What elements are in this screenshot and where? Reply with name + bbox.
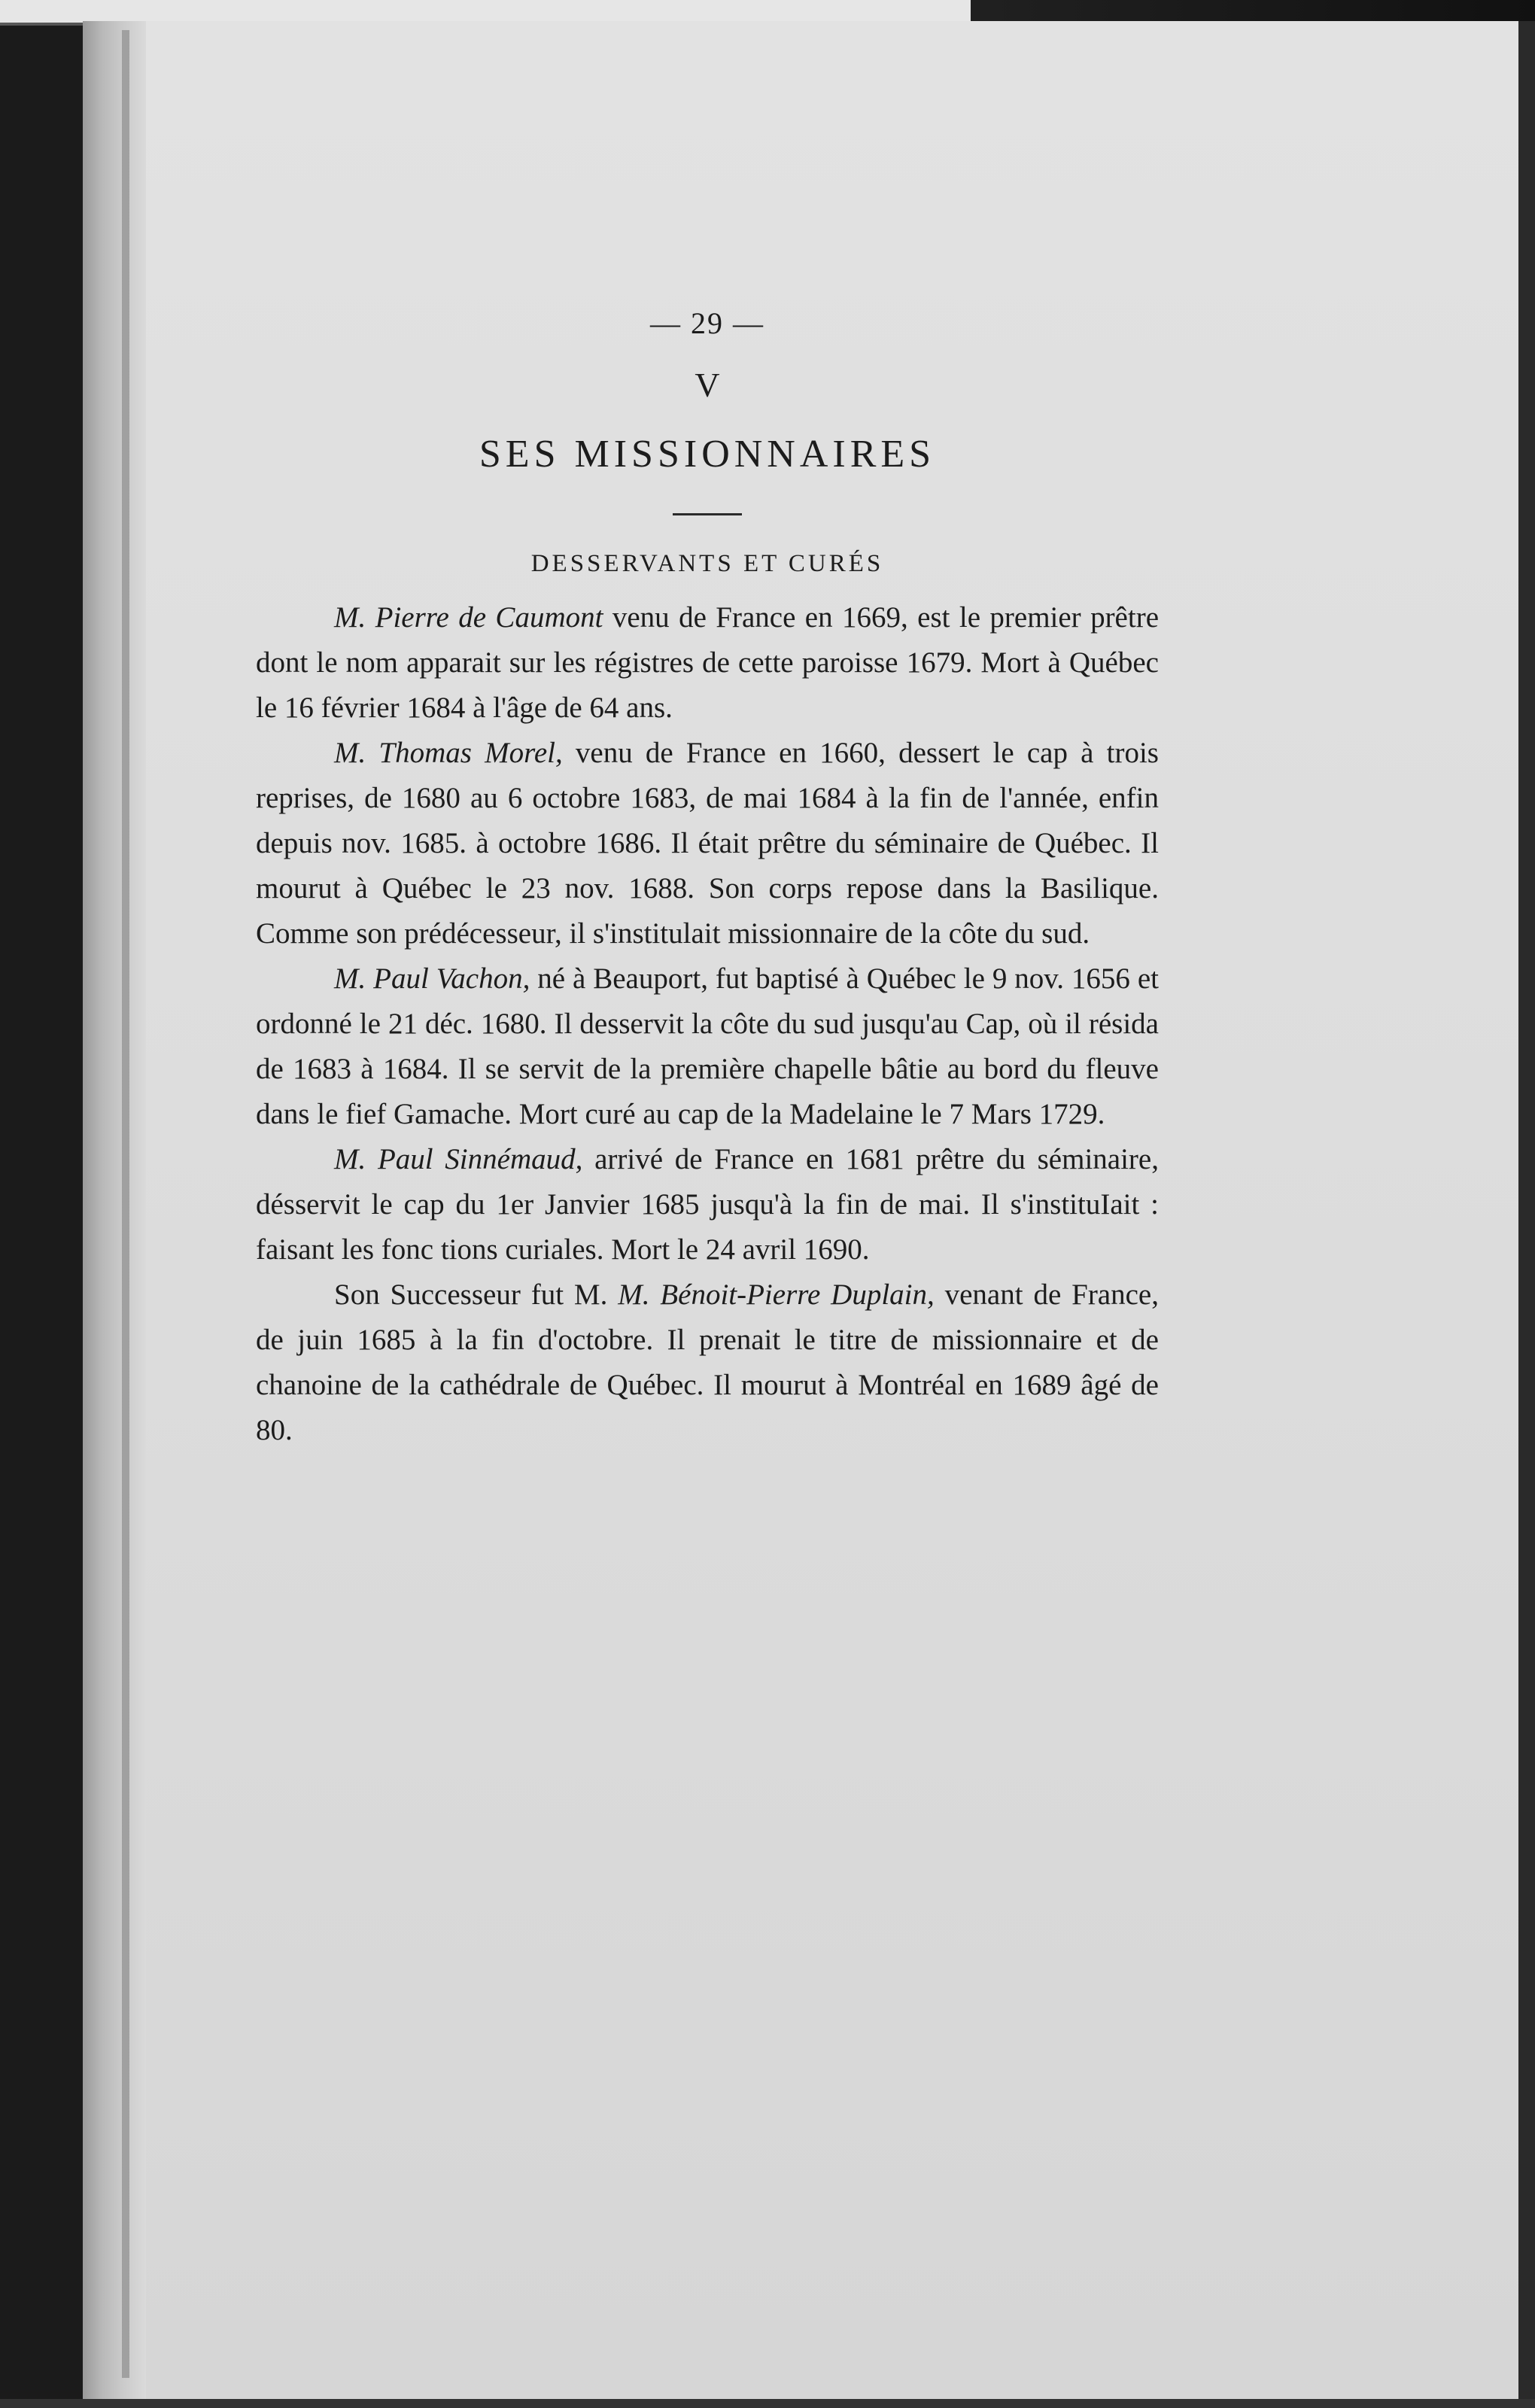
scanner-border-bottom (0, 2399, 1535, 2408)
person-name: M. Thomas Morel, (334, 737, 563, 769)
title-rule (673, 513, 742, 515)
page-text-block (256, 301, 1159, 1453)
scanner-border-right (1518, 21, 1535, 2399)
paragraph-sinnemaud (256, 1137, 1159, 1272)
person-name: M. Bénoit-Pierre Duplain, (618, 1278, 935, 1311)
section-title: DESSERVANTS ET CURÉS (530, 550, 884, 577)
paragraph-text: venu de France en 1660, dessert le cap à trois reprises, de 1680 au 6 octobre 1683, de mai 1684 à la fin de l'année, enfin depuis nov. 1685. à octobre 1686. Il était prêtre du séminaire de Québec. Il mourut à Québec le 23 nov. 1688. Son corps repose dans la Basilique. Comme son prédécesseur, il s'institulait missionnaire de la côte du sud. (256, 737, 1159, 950)
person-name: M. Paul Vachon, (334, 962, 530, 995)
scanner-border-light (0, 0, 971, 23)
paragraph-duplain (256, 1272, 1159, 1453)
person-name: M. Paul Sinnémaud, (334, 1143, 583, 1175)
page-gutter-line (122, 30, 129, 2378)
paragraph-text: venant de France, de juin 1685 à la fin d'octobre. Il prenait le titre de missionnaire et de chanoine de la cathédrale de Québec. Il mourut à Montréal en 1689 âgé de 80. (256, 1278, 1159, 1446)
chapter-title: SES MISSIONNAIRES (479, 433, 936, 476)
paragraph-text: venu de France en 1669, est le premier prêtre dont le nom apparait sur les régistres de cette paroisse 1679. Mort à Québec le 16 février 1684 à l'âge de 64 ans. (256, 601, 1160, 724)
body-text (256, 595, 1159, 1453)
paragraph-text: arrivé de France en 1681 prêtre du séminaire, désservit le cap du 1er Janvier 1685 jusqu'à la fin de mai. Il s'instituIait : faisant les fonc tions curiales. Mort le 24 avril 1690. (256, 1143, 1159, 1266)
page-gutter-shadow (83, 21, 146, 2399)
paragraph-vachon (256, 956, 1159, 1137)
paragraph-text: né à Beauport, fut baptisé à Québec le 9 nov. 1656 et ordonné le 21 déc. 1680. Il desservit la côte du sud jusqu'au Cap, où il résida de 1683 à 1684. Il se servit de la première chapelle bâtie au bord du fleuve dans le fief Gamache. Mort curé au cap de la Madelaine le 7 Mars 1729. (256, 962, 1160, 1130)
paragraph-prefix: Son Successeur fut M. (334, 1278, 619, 1311)
paragraph-caumont (256, 595, 1159, 731)
person-name: M. Pierre de Caumont (334, 601, 603, 634)
page-number: — 29 — (650, 306, 764, 340)
paragraph-morel (256, 731, 1159, 956)
chapter-numeral: V (695, 366, 720, 404)
